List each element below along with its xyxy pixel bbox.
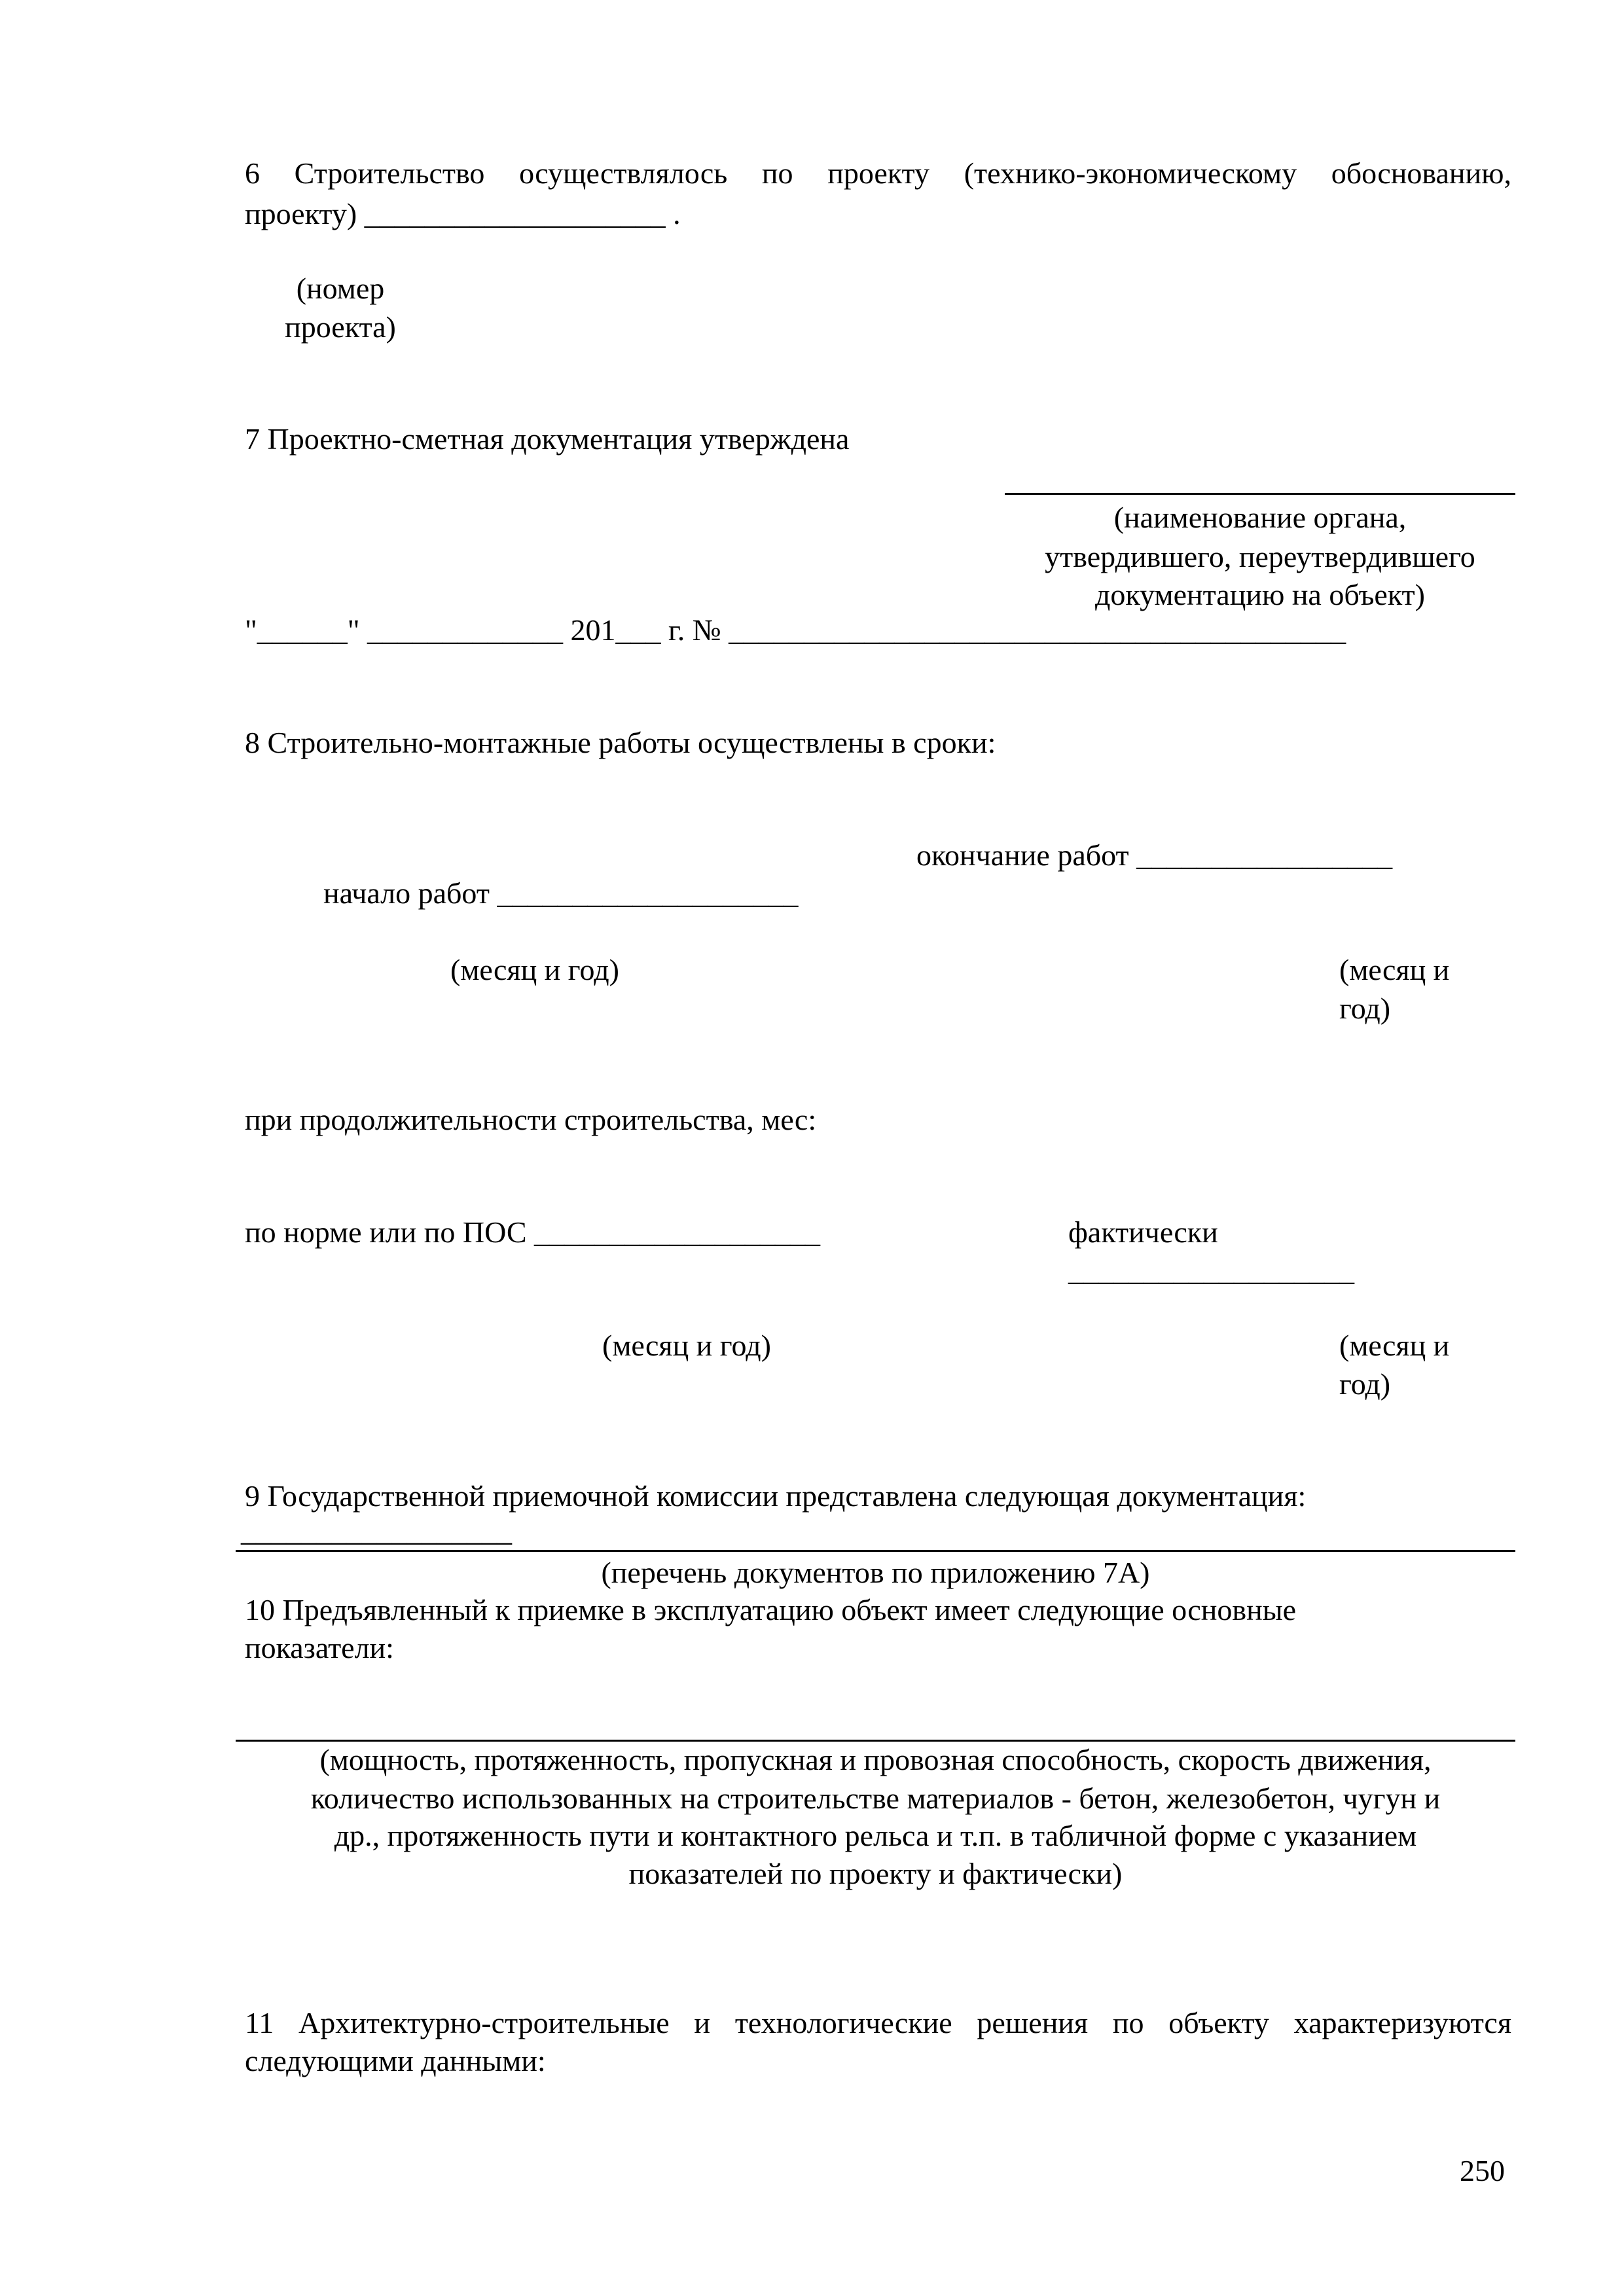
item9-documents-line — [236, 1550, 1515, 1552]
item10-line1: 10 Предъявленный к приемке в эксплуатацию объект имеет следующие основные — [245, 1593, 1297, 1626]
item9-blank: __________________ — [241, 1514, 512, 1547]
item9-heading: 9 Государственной приемочной комиссии представлена следующая документация: — [245, 1479, 1307, 1513]
item6-line2: проекту) ____________________ . — [245, 197, 681, 230]
item11-line1: 11 Архитектурно-строительные и технологические решения по объекту характеризуются — [245, 2006, 1511, 2039]
item8-actual-label: фактически — [1068, 1215, 1218, 1249]
item9-caption: (перечень документов по приложению 7А) — [601, 1556, 1150, 1589]
item10-caption-line2: количество использованных на строительстве материалов - бетон, железобетон, чугун и — [310, 1782, 1441, 1815]
item8-actual-blank: ___________________ — [1068, 1253, 1354, 1287]
item8-actual-caption-line1: (месяц и — [1339, 1329, 1450, 1362]
item6-caption-line1: (номер — [296, 272, 385, 305]
item8-actual-caption-line2: год) — [1339, 1367, 1391, 1401]
item10-line2: показатели: — [245, 1631, 394, 1664]
item10-caption-line3: др., протяженность пути и контактного рельса и т.п. в табличной форме с указанием — [334, 1819, 1417, 1852]
item6-line1: 6 Строительство осуществлялось по проекту (технико-экономическому обоснованию, — [245, 156, 1511, 190]
item10-caption-line1: (мощность, протяженность, пропускная и провозная способность, скорость движения, — [319, 1743, 1432, 1776]
item6-caption-line2: проекта) — [285, 310, 396, 344]
item8-norm-caption: (месяц и год) — [602, 1329, 771, 1362]
item7-caption-line3: документацию на объект) — [1095, 578, 1425, 611]
item7-caption-line1: (наименование органа, — [1113, 501, 1407, 534]
item7-caption-line2: утвердившего, переутвердившего — [1045, 540, 1475, 573]
item8-end-caption-line1: (месяц и — [1339, 953, 1450, 986]
item7-date-line: "______" _____________ 201___ г. № _________________________________________ — [245, 613, 1346, 647]
item8-start-label: начало работ ____________________ — [323, 876, 799, 910]
item8-heading: 8 Строительно-монтажные работы осуществлены в сроки: — [245, 726, 996, 759]
item8-end-label: окончание работ _________________ — [916, 838, 1393, 872]
item7-approver-blank-line — [1005, 493, 1515, 495]
item8-end-caption-line2: год) — [1339, 992, 1391, 1025]
item8-start-caption: (месяц и год) — [450, 953, 619, 986]
item8-duration-heading: при продолжительности строительства, мес: — [245, 1103, 817, 1136]
item11-line2: следующими данными: — [245, 2044, 546, 2077]
item10-caption-line4: показателей по проекту и фактически) — [628, 1857, 1123, 1890]
item7-heading: 7 Проектно-сметная документация утверждена — [245, 422, 850, 456]
page-number: 250 — [1460, 2154, 1505, 2187]
item8-norm-label: по норме или по ПОС ___________________ — [245, 1215, 821, 1249]
